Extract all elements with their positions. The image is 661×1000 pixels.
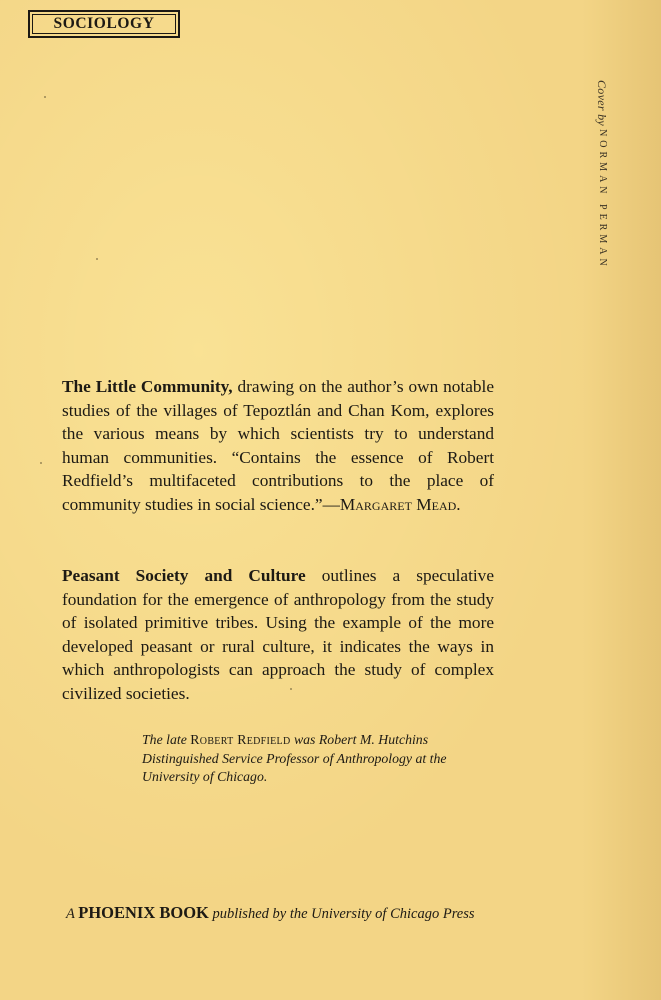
book-title-little-community: The Little Community, (62, 377, 233, 396)
cover-credit (594, 80, 609, 270)
category-label-box (28, 10, 180, 38)
book-title-peasant-society: Peasant Society and Culture (62, 566, 306, 585)
cover-credit-prefix: Cover by (595, 80, 609, 127)
author-bio (142, 731, 502, 787)
quote-attribution: Margaret Mead (339, 494, 457, 514)
paper-speck (44, 96, 46, 98)
description-little-community (62, 375, 494, 516)
paper-speck (40, 462, 42, 464)
publisher-line (66, 903, 536, 923)
quote-attribution-end: . (456, 494, 461, 514)
publisher-text: published by the University of Chicago Press (208, 906, 475, 922)
description-little-community-body: drawing on the author’s own notable studies of the villages of Tepoztlán and Chan Kom, explores the various means by which scientists try to understand human communities. “Contains the essence of Robert Redfield’s multifaceted contributions to the place of community studies in social science.”— (62, 377, 494, 514)
cover-credit-name: NORMAN PERMAN (597, 129, 608, 270)
series-brand: PHOENIX BOOK (78, 903, 209, 922)
author-name: Robert Redfield (190, 732, 291, 747)
category-label: SOCIOLOGY (53, 15, 155, 32)
description-peasant-society-body: outlines a speculative foundation for the emergence of anthropology from the study of isolated primitive tribes. Using the example of the more developed peasant or rural culture, it indicates the ways in which anthropologists can approach the study of complex civilized societies. (62, 566, 494, 703)
paper-speck (96, 258, 98, 260)
paper-speck (290, 688, 292, 690)
publisher-prefix: A (66, 906, 79, 922)
author-bio-text: was Robert M. Hutchins Distinguished Service Professor of Anthropology at the University of Chicago. (142, 732, 447, 784)
author-bio-prefix: The late (142, 732, 191, 747)
description-peasant-society (62, 564, 494, 705)
